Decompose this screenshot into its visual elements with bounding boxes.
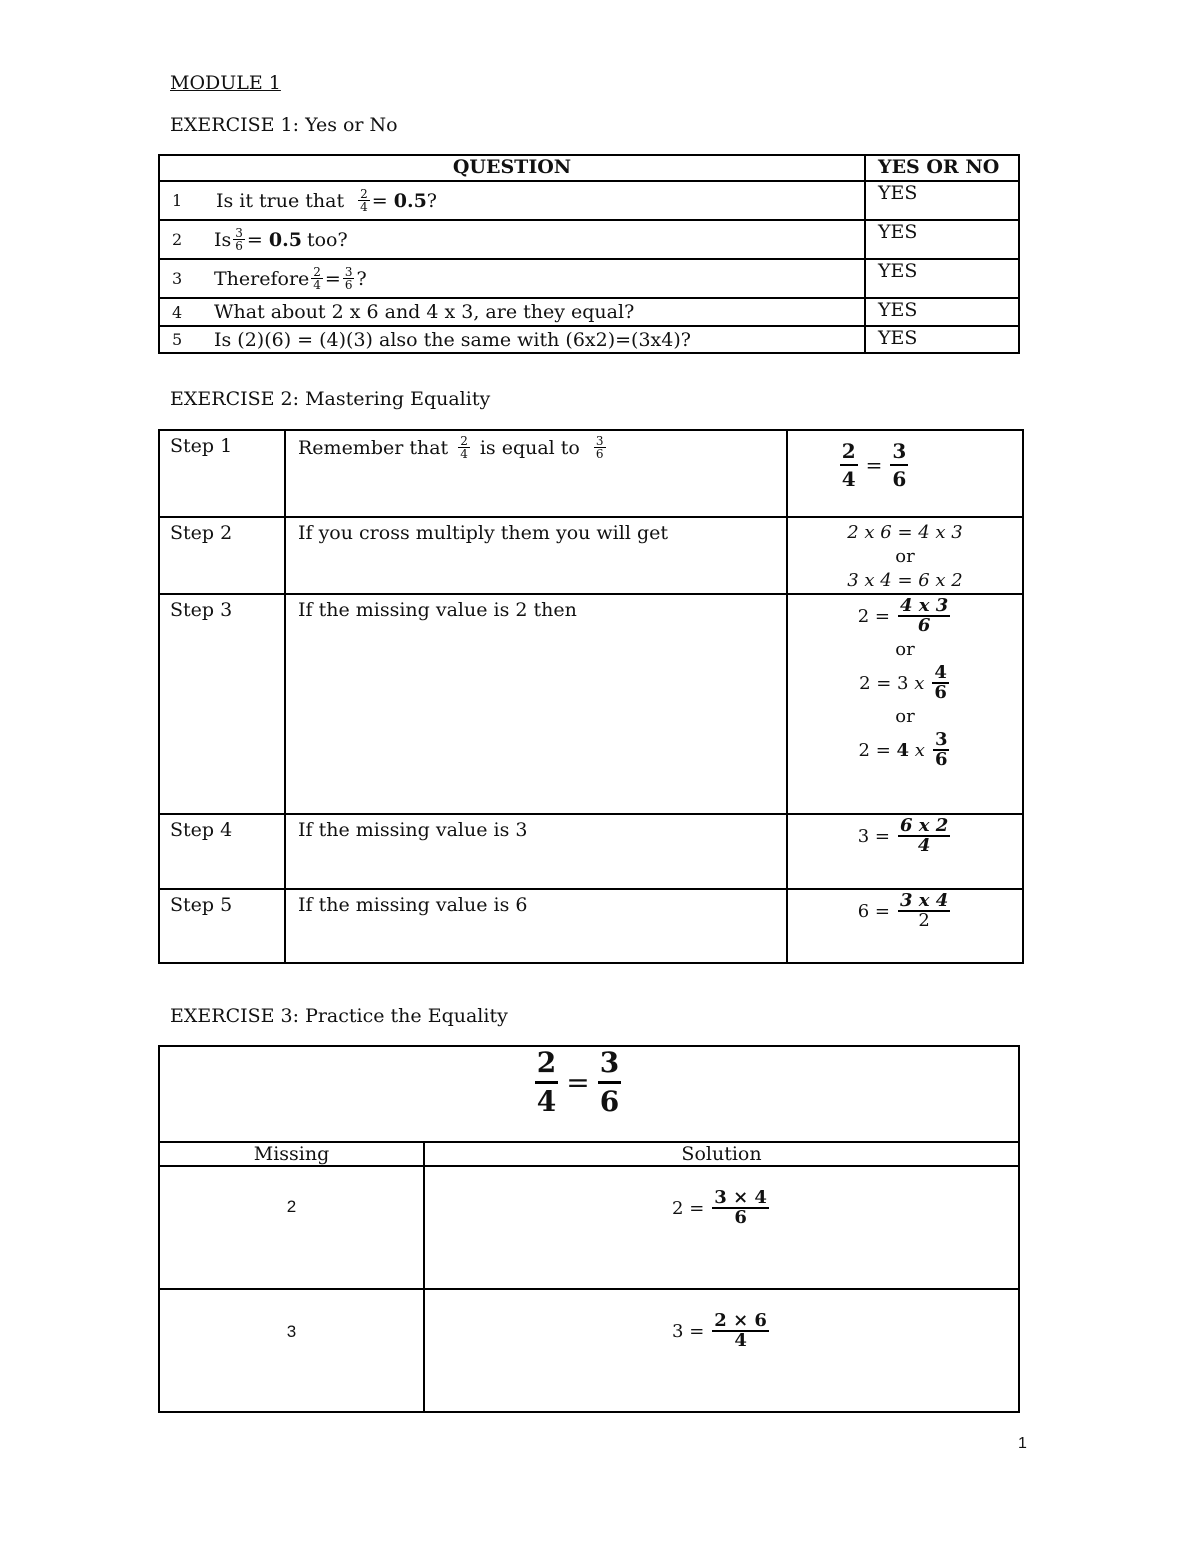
fraction: $\frac{3}{6}$ [344, 265, 353, 292]
answer-cell: YES [865, 259, 1019, 298]
fraction: $\frac{3}{6}$ [235, 226, 243, 253]
exercise-1-table [158, 154, 1020, 354]
step-text: is equal to [479, 436, 580, 459]
fraction: $\frac{3}{6}$ [595, 434, 604, 461]
equation: 3 x 4 = 6 x 2 [847, 570, 963, 591]
step-text: If the missing value is 6 [285, 889, 787, 963]
solution-denominator: 4 [734, 1330, 747, 1351]
table-row [159, 1166, 1019, 1289]
answer-header: YES OR NO [865, 155, 1019, 181]
table-row: 2 Is $\frac{3}{6}$ = 0.5 too? YES [159, 220, 1019, 259]
table-row [159, 298, 1019, 326]
module-title: MODULE 1 [170, 72, 281, 94]
question-text: Is (2)(6) = (4)(3) also the same with (6x2)=(3x4)? [214, 328, 691, 351]
row-number: 2 [172, 230, 183, 249]
equation: 2 = 4 x $\frac{3}{6}$ [858, 729, 948, 770]
solution-lhs: 2 = [672, 1197, 705, 1219]
table-row [159, 814, 1023, 889]
exercise-3-table [158, 1045, 1020, 1413]
question-text: Is it true that [216, 189, 345, 212]
step-text: Remember that [298, 436, 449, 459]
equation: 2 = 3 x $\frac{4}{6}$ [859, 662, 947, 703]
step-label: Step 1 [159, 430, 285, 517]
equation: 2 = $\frac{4 x 3}{6}$ [857, 595, 949, 636]
table-row [159, 594, 1023, 814]
page-number: 1 [1018, 1435, 1027, 1452]
answer-cell: YES [865, 326, 1019, 353]
value: 0.5 [393, 189, 427, 212]
exercise-1-title: EXERCISE 1: Yes or No [170, 114, 398, 136]
solution-numerator: 2 × 6 [714, 1310, 767, 1331]
solution-header: Solution [424, 1142, 1019, 1166]
step-text: If the missing value is 2 then [285, 594, 787, 814]
solution-equation [425, 1312, 1018, 1350]
row-number: 3 [172, 269, 183, 288]
exercise-2-title: EXERCISE 2: Mastering Equality [170, 388, 491, 410]
equation: 2 x 6 = 4 x 3 [847, 522, 963, 543]
equation: 3 = $\frac{6 x 2}{4}$ [857, 815, 949, 856]
answer-cell: YES [865, 298, 1019, 326]
exercise-2-table [158, 429, 1024, 964]
step-text: If the missing value is 3 [285, 814, 787, 889]
table-row [159, 430, 1023, 517]
equation: $\frac{2}{4}$ = $\frac{3}{6}$ [841, 439, 907, 491]
step-label: Step 4 [159, 814, 285, 889]
or-text: or [895, 706, 915, 727]
row-number: 1 [172, 191, 183, 210]
or-text: or [895, 546, 915, 567]
question-text-tail: too? [306, 228, 348, 251]
question-header: QUESTION [159, 155, 865, 181]
step-label: Step 3 [159, 594, 285, 814]
step-label: Step 2 [159, 517, 285, 594]
solution-denominator: 6 [734, 1207, 747, 1228]
fraction: $\frac{2}{4}$ [360, 187, 368, 214]
solution-numerator: 3 × 4 [714, 1187, 767, 1208]
missing-value: 2 [159, 1166, 424, 1289]
exercise-3-title: EXERCISE 3: Practice the Equality [170, 1005, 508, 1027]
table-row [159, 517, 1023, 594]
answer-cell: YES [865, 181, 1019, 220]
solution-lhs: 3 = [672, 1320, 705, 1342]
value: 0.5 [268, 228, 302, 251]
solution-equation [425, 1189, 1018, 1227]
main-equation: $\frac{2}{4}$ = $\frac{3}{6}$ [536, 1046, 620, 1118]
question-text: What about 2 x 6 and 4 x 3, are they equal? [214, 301, 635, 323]
table-row: 3 Therefore $\frac{2}{4}$ = $\frac{3}{6}$ ? YES [159, 259, 1019, 298]
missing-header: Missing [159, 1142, 424, 1166]
fraction: $\frac{2}{4}$ [313, 265, 321, 292]
step-text: If you cross multiply them you will get [285, 517, 787, 594]
row-number: 4 [172, 302, 183, 322]
missing-value: 3 [159, 1289, 424, 1412]
row-number: 5 [172, 330, 183, 349]
fraction: $\frac{2}{4}$ [460, 434, 468, 461]
question-text: Therefore [214, 267, 310, 290]
table-row [159, 889, 1023, 963]
answer-cell: YES [865, 220, 1019, 259]
equation: 6 = $\frac{3 x 4}{2}$ [857, 890, 949, 931]
table-row [159, 326, 1019, 353]
question-text: Is [214, 228, 232, 251]
table-row [159, 1289, 1019, 1412]
or-text: or [895, 639, 915, 660]
table-row: 1 Is it true that $\frac{2}{4}$ = 0.5 ? YES [159, 181, 1019, 220]
step-label: Step 5 [159, 889, 285, 963]
